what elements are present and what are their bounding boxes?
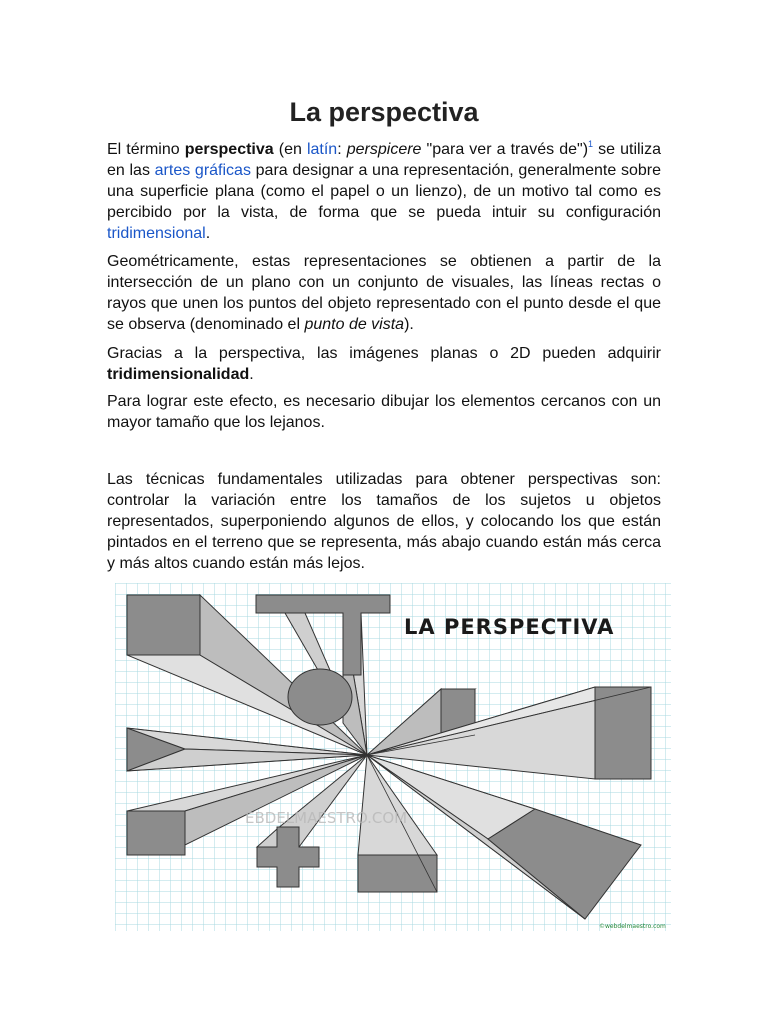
figure-heading: LA PERSPECTIVA	[404, 615, 615, 639]
paragraph-intro: El término perspectiva (en latín: perspicere "para ver a través de")$^1$ se utiliza en las artes gráficas para designar a una representación, generalmente sobre una superficie plana (como el papel o un lienzo), de un motivo tal como es percibido por la vista, de forma que se pueda intuir su configuración tridimensional.	[107, 139, 662, 242]
paragraph-techniques: Las técnicas fundamentales utilizadas para obtener perspectivas son: controlar la variación entre los tamaños de los sujetos u objetos representados, superponiendo algunos de ellos, y colocando los que están pintados en el terreno que se representa, más abajo cuando están más cerca y más altos cuando están más lejos.	[107, 471, 661, 572]
perspective-illustration	[115, 583, 671, 931]
link-artes-graficas[interactable]: artes gráficas	[154, 162, 251, 179]
paragraph-geometry: Geométricamente, estas representaciones se obtienen a partir de la intersección de un plano con un conjunto de visuales, las líneas rectas o rayos que unen los puntos del objeto representado con el punto desde el que se observa (denominado el punto de vista).	[107, 253, 661, 333]
figure-credit: ©webdelmaestro.com	[599, 923, 666, 930]
paragraph-tridimensionality: Gracias a la perspectiva, las imágenes planas o 2D pueden adquirir tridimensionalidad.	[107, 345, 661, 383]
figure-watermark: EBDELMAESTRO.COM	[245, 809, 408, 827]
page-title: La perspectiva	[289, 97, 479, 127]
link-tridimensional[interactable]: tridimensional	[107, 225, 206, 242]
perspective-figure	[115, 583, 671, 931]
paragraph-effect: Para lograr este efecto, es necesario dibujar los elementos cercanos con un mayor tamaño que los lejanos.	[107, 393, 661, 431]
link-latin[interactable]: latín	[306, 141, 338, 158]
footnote-ref[interactable]: 1	[588, 139, 594, 149]
